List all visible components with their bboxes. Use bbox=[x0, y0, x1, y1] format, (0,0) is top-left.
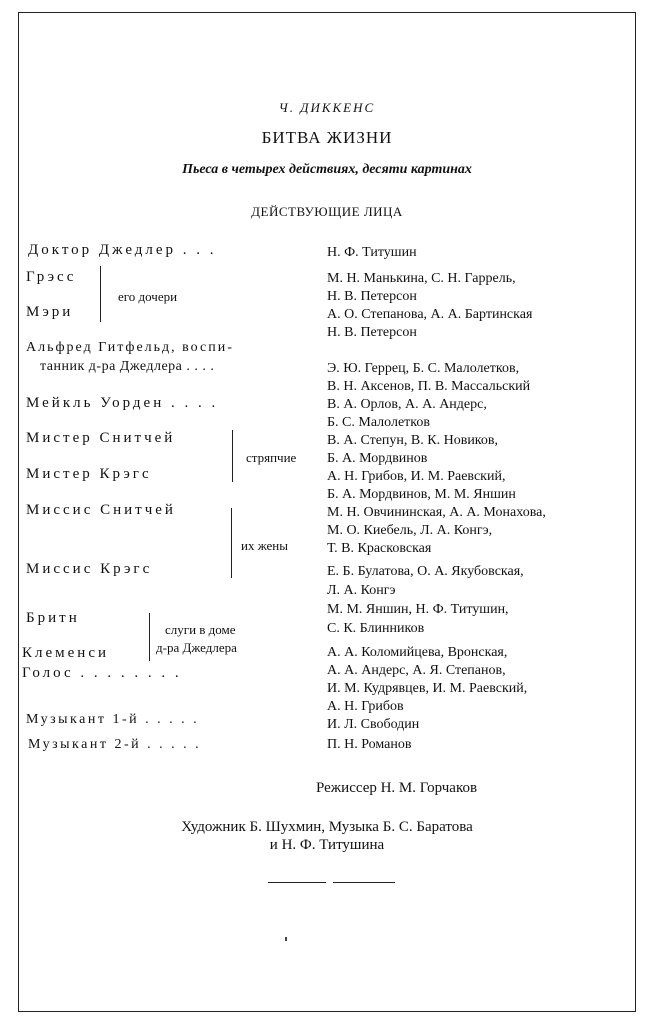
actor-line: А. Н. Грибов, И. М. Раевский, bbox=[327, 469, 506, 484]
role-mrs-craggs: Миссис Крэгс bbox=[26, 561, 153, 577]
actor-line: Б. С. Малолетков bbox=[327, 415, 430, 430]
actor-line: М. Н. Овчининская, А. А. Монахова, bbox=[327, 505, 546, 520]
artist-credit-line2: и Н. Ф. Титушина bbox=[269, 837, 385, 853]
group-label-servants-line1: слуги в доме bbox=[165, 622, 236, 637]
group-label-wives: их жены bbox=[241, 538, 288, 553]
role-michael-warden: Мейкль Уорден . . . . bbox=[26, 395, 219, 411]
artist-credit-line1: Художник Б. Шухмин, Музыка Б. С. Баратова bbox=[181, 819, 473, 835]
role-britain: Бритн bbox=[26, 610, 80, 626]
role-grace: Грэсс bbox=[26, 269, 77, 285]
actor-line: П. Н. Романов bbox=[327, 737, 412, 752]
role-alfred-line2: танник д-ра Джедлера . . . . bbox=[40, 359, 215, 374]
actor-line: Е. Б. Булатова, О. А. Якубовская, bbox=[327, 564, 524, 579]
actor-line: Л. А. Конгэ bbox=[327, 583, 396, 598]
actor-line: В. Н. Аксенов, П. В. Массальский bbox=[327, 379, 531, 394]
actor-line: А. А. Андерс, А. Я. Степанов, bbox=[327, 663, 506, 678]
cast-heading: ДЕЙСТВУЮЩИЕ ЛИЦА bbox=[251, 204, 403, 219]
bracket-lawyers bbox=[232, 430, 233, 482]
actor-line: А. Н. Грибов bbox=[327, 699, 404, 714]
artist-composer-credit bbox=[18, 818, 636, 854]
actor-line: Э. Ю. Геррец, Б. С. Малолетков, bbox=[327, 361, 520, 376]
role-musician-1: Музыкант 1-й . . . . . bbox=[26, 712, 200, 727]
play-subtitle: Пьеса в четырех действиях, десяти картинах bbox=[182, 162, 472, 177]
bracket-daughters bbox=[100, 266, 101, 322]
group-label-lawyers: стряпчие bbox=[246, 450, 297, 465]
group-label-servants-line2: д-ра Джедлера bbox=[156, 640, 237, 655]
actor-line: Б. А. Мордвинов bbox=[327, 451, 428, 466]
actor-line: М. О. Киебель, Л. А. Конгэ, bbox=[327, 523, 493, 538]
actor-line: М. М. Яншин, Н. Ф. Титушин, bbox=[327, 602, 509, 617]
director-credit: Режиссер Н. М. Горчаков bbox=[316, 780, 478, 796]
play-title: БИТВА ЖИЗНИ bbox=[261, 128, 393, 147]
actor-line: А. А. Коломийцева, Вронская, bbox=[327, 645, 508, 660]
actor-line: А. О. Степанова, А. А. Бартинская bbox=[327, 307, 533, 322]
actor-line: Н. В. Петерсон bbox=[327, 325, 417, 340]
role-clemency: Клеменси bbox=[22, 645, 110, 661]
actor-line: В. А. Степун, В. К. Новиков, bbox=[327, 433, 499, 448]
divider-rule-left bbox=[268, 882, 326, 883]
role-mrs-snitchey: Миссис Снитчей bbox=[26, 502, 176, 518]
divider-rule-right bbox=[333, 882, 395, 883]
actor-line: Б. А. Мордвинов, М. М. Яншин bbox=[327, 487, 516, 502]
role-alfred-line1: Альфред Гитфельд, воспи- bbox=[26, 340, 234, 355]
role-musician-2: Музыкант 2-й . . . . . bbox=[28, 737, 202, 752]
actor-line: Н. В. Петерсон bbox=[327, 289, 417, 304]
role-mary: Мэри bbox=[26, 304, 74, 320]
role-doctor-jedler: Доктор Джедлер . . . bbox=[28, 242, 217, 258]
actor-line: Н. Ф. Титушин bbox=[327, 245, 417, 260]
role-mr-craggs: Мистер Крэгс bbox=[26, 466, 152, 482]
role-voice: Голос . . . . . . . . bbox=[22, 665, 182, 681]
bracket-wives bbox=[231, 508, 232, 578]
actor-line: И. М. Кудрявцев, И. М. Раевский, bbox=[327, 681, 528, 696]
actor-line: В. А. Орлов, А. А. Андерс, bbox=[327, 397, 487, 412]
actor-line: М. Н. Манькина, С. Н. Гаррель, bbox=[327, 271, 516, 286]
actor-line: Т. В. Красковская bbox=[327, 541, 432, 556]
bracket-servants bbox=[149, 613, 150, 661]
stray-mark bbox=[285, 937, 287, 941]
author-name: Ч. ДИККЕНС bbox=[278, 100, 376, 115]
actor-line: С. К. Блинников bbox=[327, 621, 425, 636]
group-label-daughters: его дочери bbox=[118, 289, 178, 304]
role-mr-snitchey: Мистер Снитчей bbox=[26, 430, 176, 446]
actor-line: И. Л. Свободин bbox=[327, 717, 420, 732]
